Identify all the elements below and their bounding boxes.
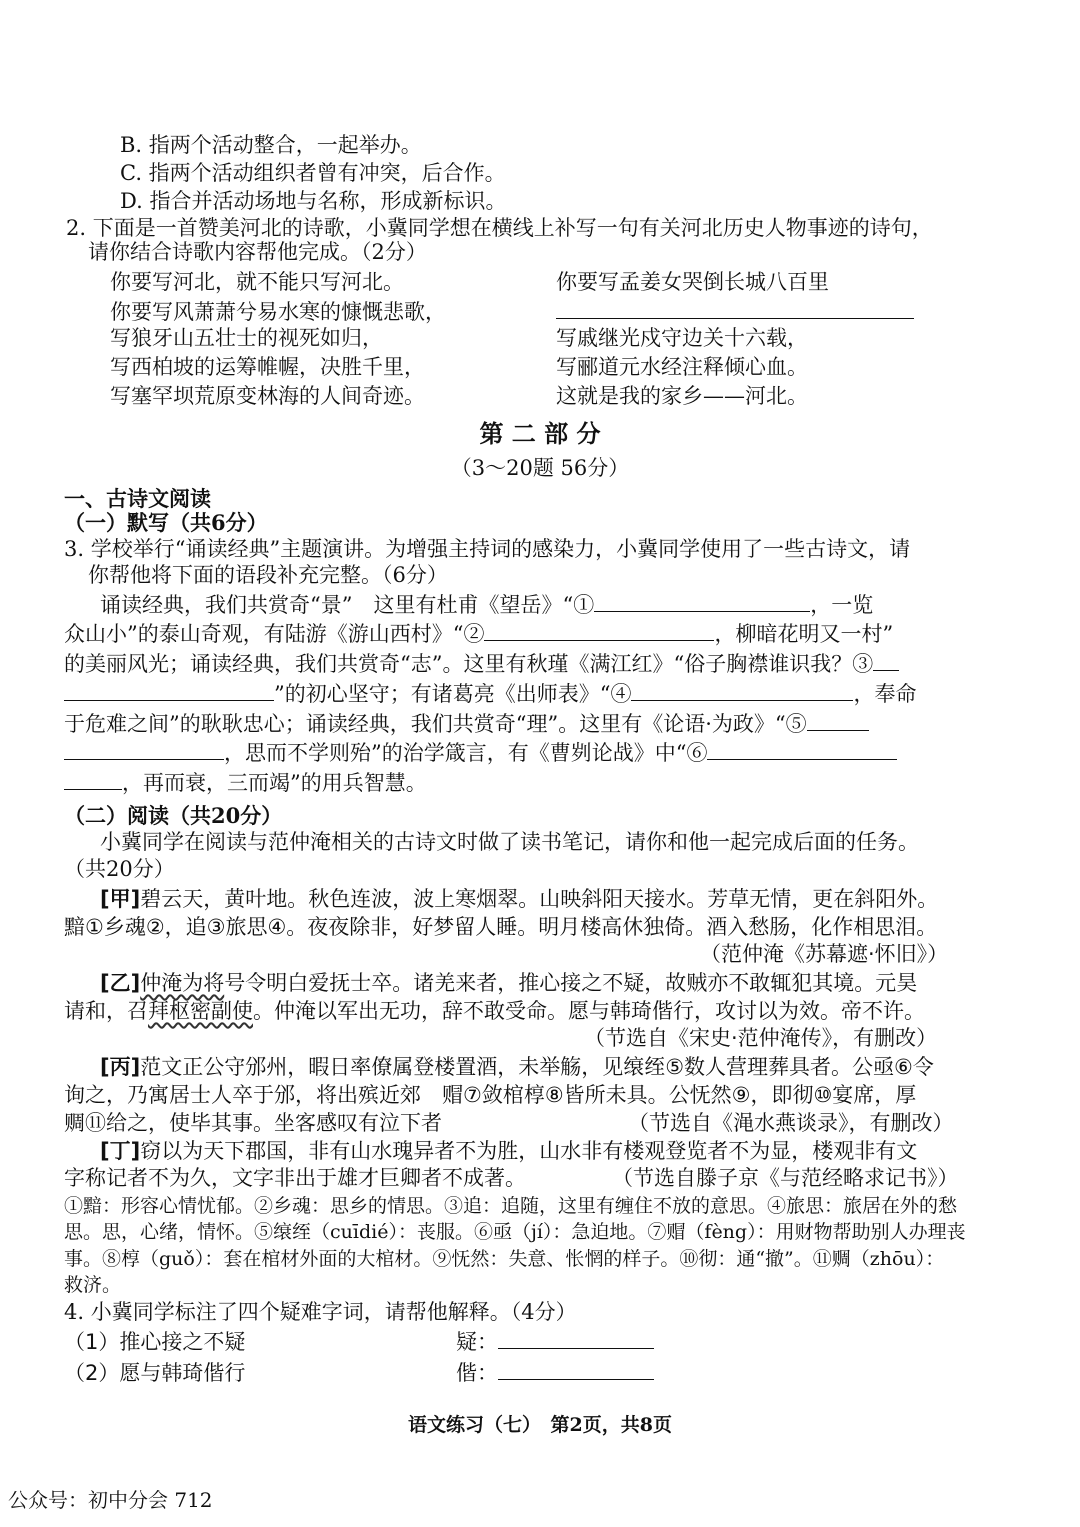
q1-option-b: B. 指两个活动整合，一起举办。 (120, 133, 422, 157)
passage-yi-line2: 请和，召拜枢密副使。仲淹以军出无功，辞不敢受命。愿与韩琦偕行，攻讨以为效。帝不许。 (64, 999, 925, 1023)
section1-sub1: （一）默写（共6分） (64, 510, 268, 535)
poem-right-line3: 写戚继光戍守边关十六载， (556, 326, 808, 350)
poem-left-line: 你要写河北，就不能只写河北。 (110, 270, 404, 294)
q3-para-line1: 诵读经典，我们共赏奇“景” 这里有杜甫《望岳》“① ，一览 (100, 593, 874, 617)
q3-blank-3[interactable] (873, 652, 899, 671)
q3-para-line6: ，思而不学则殆”的治学箴言，有《曹刿论战》中“⑥ (64, 741, 897, 766)
q3-stem-line1: 3. 学校举行“诵读经典”主题演讲。为增强主持词的感染力，小冀同学使用了一些古诗文，请 (64, 537, 911, 561)
poem-right-line5: 这就是我的家乡——河北。 (556, 384, 808, 408)
passage-ding-source: （节选自滕子京《与范经略求记书》） (612, 1166, 959, 1190)
q3-blank-6[interactable] (707, 741, 897, 760)
passage-jia-line1: [甲]碧云天，黄叶地。秋色连波，波上寒烟翠。山映斜阳天接水。芳草无情，更在斜阳外。 (100, 887, 939, 911)
q2-stem-line2: 请你结合诗歌内容帮他完成。（2分） (88, 240, 427, 264)
reading-intro-line1: 小冀同学在阅读与范仲淹相关的古诗文时做了读书笔记，请你和他一起完成后面的任务。 (100, 830, 919, 854)
section2-sub2: （二）阅读（共20分） (64, 803, 283, 828)
passage-ding-line1: [丁]窃以为天下郡国，非有山水瑰异者不为胜，山水非有楼观登览者不为显，楼观非有文 (100, 1139, 918, 1163)
q3-blank-5[interactable] (807, 712, 869, 731)
poem-right-line1: 你要写孟姜女哭倒长城八百里 (556, 270, 829, 294)
watermark: 公众号：初中分会 712 (8, 1488, 213, 1512)
reading-intro-line2: （共20分） (64, 857, 175, 881)
passage-jia-line2: 黯①乡魂②，追③旅思④。夜夜除非，好梦留人睡。明月楼高休独倚。酒入愁肠，化作相思泪。 (64, 915, 938, 939)
annotation-line: ①黯：形容心情忧郁。②乡魂：思乡的情思。③追：追随，这里有缠住不放的意思。④旅思：旅居在外的愁 (64, 1195, 958, 1217)
annotation-line: 思。思，心绪，情怀。⑤缞绖（cuīdié）：丧服。⑥亟（jí）：急迫地。⑦赗（fèng）：用财物帮助别人办理丧 (64, 1221, 966, 1243)
section1-heading: 一、古诗文阅读 (64, 486, 211, 511)
passage-ding-line2: 字称记者不为久，文字非出于雄才巨卿者不成著。 (64, 1166, 526, 1190)
passage-bing-line1: [丙]范文正公守邠州，暇日率僚属登楼置酒，未举觞，见缞绖⑤数人营理葬具者。公亟⑥令 (100, 1055, 934, 1079)
passage-jia-source: （范仲淹《苏幕遮·怀旧》） (700, 942, 949, 966)
q4-answer-blank-2[interactable] (498, 1361, 654, 1380)
poem-left-line: 写塞罕坝荒原变林海的人间奇迹。 (110, 384, 425, 408)
poem-left-line: 写狼牙山五壮士的视死如归， (110, 326, 383, 350)
annotation-line: 事。⑧椁（guǒ）：套在棺材外面的大棺材。⑨怃然：失意、怅惘的样子。⑩彻：通“撤”。⑪赒（zhōu）： (64, 1248, 945, 1270)
poem-right-line4: 写郦道元水经注释倾心血。 (556, 355, 808, 379)
q4-item-answer: 疑： (456, 1330, 654, 1355)
q4-item-answer: 偕： (456, 1361, 654, 1386)
q3-para-line5: 于危难之间”的耿耿忠心；诵读经典，我们共赏奇“理”。这里有《论语·为政》“⑤ (64, 712, 869, 737)
q3-blank-4[interactable] (631, 682, 853, 701)
q3-blank-2[interactable] (484, 622, 714, 641)
passage-bing-source: （节选自《渑水燕谈录》，有删改） (628, 1111, 954, 1135)
q3-para-line3: 的美丽风光；诵读经典，我们共赏奇“志”。这里有秋瑾《满江红》“俗子胸襟谁识我？③ (64, 652, 899, 677)
q3-para-line4: ”的初心坚守；有诸葛亮《出师表》“④ ，奉命 (64, 682, 916, 707)
q3-blank-6-cont[interactable] (64, 771, 122, 790)
q3-stem-line2: 你帮他将下面的语段补充完整。（6分） (88, 563, 448, 587)
q3-blank-5-cont[interactable] (64, 741, 224, 760)
page-footer: 语文练习（七） 第2页，共8页 (408, 1414, 672, 1436)
part2-title: 第 二 部 分 (479, 419, 601, 448)
q3-blank-1[interactable] (594, 593, 810, 612)
passage-bing-line3: 赒⑪给之，使毕其事。坐客感叹有泣下者 (64, 1111, 442, 1135)
poem-left-line: 你要写风萧萧兮易水寒的慷慨悲歌， (110, 300, 446, 324)
q4-item-phrase: （1）推心接之不疑 (64, 1330, 246, 1354)
q1-option-c: C. 指两个活动组织者曾有冲突，后合作。 (120, 161, 506, 185)
q3-para-line7: ，再而衰，三而竭”的用兵智慧。 (64, 771, 427, 796)
q4-answer-blank-1[interactable] (498, 1330, 654, 1349)
q3-blank-3-cont[interactable] (64, 682, 274, 701)
poem-answer-blank[interactable] (556, 300, 914, 319)
annotation-line: 救济。 (64, 1274, 122, 1296)
q1-option-d: D. 指合并活动场地与名称，形成新标识。 (120, 189, 507, 213)
poem-left-line: 写西柏坡的运筹帷幄，决胜千里， (110, 355, 425, 379)
part2-range: （3～20题 56分） (450, 456, 630, 480)
passage-yi-source: （节选自《宋史·范仲淹传》，有删改） (584, 1026, 938, 1050)
q4-stem: 4. 小冀同学标注了四个疑难字词，请帮他解释。（4分） (64, 1300, 577, 1324)
passage-yi-line1: [乙]仲淹为将号令明白爱抚士卒。诸羌来者，推心接之不疑，故贼亦不敢辄犯其境。元昊 (100, 971, 918, 995)
q2-stem-line1: 2. 下面是一首赞美河北的诗歌，小冀同学想在横线上补写一句有关河北历史人物事迹的诗句， (66, 216, 933, 240)
passage-bing-line2: 询之，乃寓居士人卒于邠，将出殡近郊 赗⑦敛棺椁⑧皆所未具。公怃然⑨，即彻⑩宴席，厚 (64, 1083, 917, 1107)
q3-para-line2: 众山小”的泰山奇观，有陆游《游山西村》“② ，柳暗花明又一村” (64, 622, 894, 646)
q4-item-phrase: （2）愿与韩琦偕行 (64, 1361, 246, 1385)
